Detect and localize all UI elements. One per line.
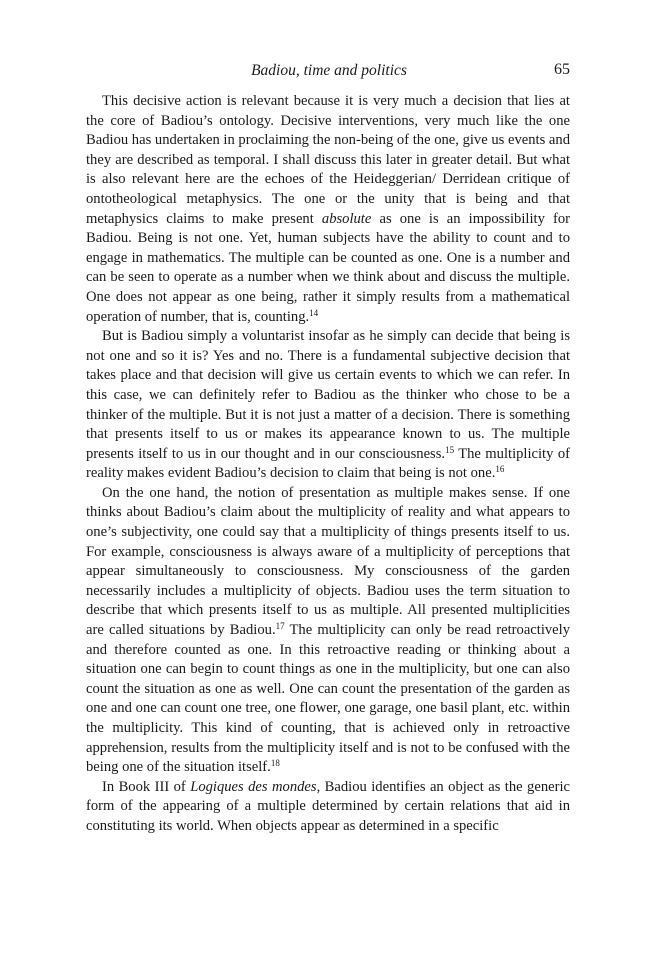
paragraph-text: But is Badiou simply a voluntarist insofar as he simply can decide that being is not one and so it is? Yes and no. There is a fundamental subjective decision that takes place and that decision will give us certain events to which we can refer. In this case, we can definitely refer to Badiou as the thinker who chose to be a thinker of the multiple. But it is not just a matter of a decision. There is something that presents itself to us or makes its appearance known to us. The multiple presents itself to us in our thought and in our consciousness. bbox=[86, 328, 570, 462]
body-paragraph bbox=[86, 92, 570, 327]
footnote-marker: 16 bbox=[495, 464, 505, 475]
running-head: Badiou, time and politics bbox=[251, 62, 407, 79]
footnote-marker: 15 bbox=[445, 444, 455, 455]
paragraph-text: This decisive action is relevant because it is very much a decision that lies at the core of Badiou’s ontology. Decisive interventions, very much like the one Badiou has undertaken in proclaiming the non-being of the one, give us events and they are described as temporal. I shall discuss this later in greater detail. But what is also relevant here are the echoes of the Heideggerian/ Derridean critique of ontotheological metaphysics. The one or the unity that is being and that metaphysics claims to make present bbox=[86, 93, 570, 227]
footnote-marker: 17 bbox=[275, 621, 285, 632]
italic-text: absolute bbox=[321, 210, 372, 227]
body-paragraph bbox=[86, 778, 570, 837]
paragraph-text: as one is an impossibility for Badiou. Being is not one. Yet, human subjects have the ability to count and to engage in mathematics. The multiple can be counted as one. One is a number and can be seen to operate as a number when we think about and discuss the multiple. One does not appear as one being, rather it simply results from a mathematical operation of number, that is, counting. bbox=[86, 210, 570, 325]
paragraph-text: The multiplicity can only be read retroactively and therefore counted as one. In this retroactive reading or thinking about a situation one can begin to count things as one in the multiplicity, but one can also count the situation as one as well. One can count the presentation of the garden as one and one can count one tree, one flower, one garage, one basil plant, etc. within the multiplicity. This kind of counting, that is achieved only in retroactive apprehension, results from the multiplicity itself and is not to be confused with the being one of the situation itself. bbox=[86, 622, 571, 776]
italic-text: Logiques des mondes bbox=[190, 778, 317, 795]
footnote-marker: 18 bbox=[270, 758, 280, 769]
paragraph-text: On the one hand, the notion of presentation as multiple makes sense. If one thinks about Badiou’s claim about the multiplicity of reality and what appears to one’s subjectivity, one could say that a multiplicity of things presents itself to us. For example, consciousness is always aware of a multiplicity of perceptions that appear simultaneously to consciousness. My consciousness of the garden necessarily includes a multiplicity of objects. Badiou uses the term situation to describe that which presents itself to us as multiple. All presented multiplicities are called situations by Badiou. bbox=[86, 484, 570, 639]
footnote-marker: 14 bbox=[309, 307, 319, 318]
paragraph-text: In Book III of bbox=[102, 778, 191, 795]
page-header bbox=[88, 60, 570, 82]
page-number: 65 bbox=[554, 61, 570, 78]
paragraph-text: , Badiou identifies an object as the generic form of the appearing of a multiple determined by certain relations that aid in constituting its world. When objects appear as determined in a specific bbox=[86, 778, 570, 834]
body-paragraph bbox=[86, 327, 570, 484]
paragraph-text: The multiplicity of reality makes evident Badiou’s decision to claim that being is not one. bbox=[86, 445, 570, 482]
body-paragraph bbox=[86, 484, 570, 778]
body-text bbox=[86, 92, 570, 837]
